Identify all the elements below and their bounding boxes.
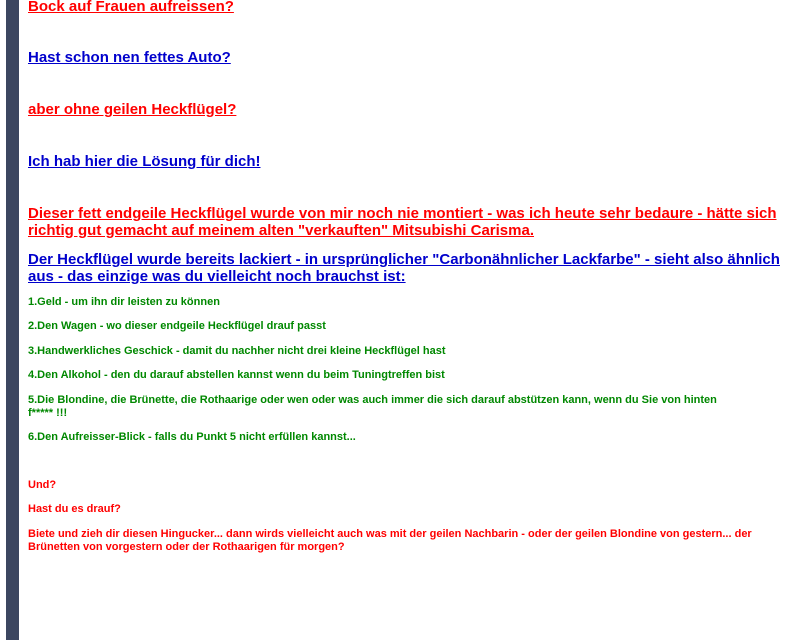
- paragraph-lackiert: Der Heckflügel wurde bereits lackiert - in ursprünglicher "Carbonähnlicher Lackfarbe" - sieht also ähnlich aus - das einzige was du vielleicht noch brauchst ist:: [28, 251, 780, 285]
- list-item: 4.Den Alkohol - den du darauf abstellen kannst wenn du beim Tuningtreffen bist: [28, 369, 445, 381]
- paragraph-montiert: Dieser fett endgeile Heckflügel wurde von mir noch nie montiert - was ich heute sehr bedaure - hätte sich richtig gut gemacht auf meinem alten "verkauften" Mitsubishi Carisma.: [28, 205, 777, 239]
- closing-drauf: Hast du es drauf?: [28, 503, 121, 515]
- headline-bock: Bock auf Frauen aufreissen?: [28, 0, 234, 15]
- headline-loesung: Ich hab hier die Lösung für dich!: [28, 153, 261, 170]
- closing-offer: Biete und zieh dir diesen Hingucker... dann wirds vielleicht auch was mit der geilen Nachbarin - oder der geilen Blondine von gestern... der Brünetten von vorgestern oder der Rothaarigen für morgen?: [28, 528, 752, 553]
- closing-und: Und?: [28, 479, 57, 491]
- headline-auto: Hast schon nen fettes Auto?: [28, 49, 231, 66]
- list-item: 1.Geld - um ihn dir leisten zu können: [28, 296, 220, 308]
- list-item: 3.Handwerkliches Geschick - damit du nachher nicht drei kleine Heckflügel hast: [28, 345, 446, 357]
- list-item: 5.Die Blondine, die Brünette, die Rothaarige oder wen oder was auch immer die sich darauf abstützen kann, wenn du Sie von hinten f***** !!!: [28, 394, 717, 419]
- left-sidebar-bar: [6, 0, 19, 640]
- list-item: 2.Den Wagen - wo dieser endgeile Heckflügel drauf passt: [28, 320, 326, 332]
- list-item: 6.Den Aufreisser-Blick - falls du Punkt 5 nicht erfüllen kannst...: [28, 431, 356, 443]
- headline-heckfluegel: aber ohne geilen Heckflügel?: [28, 101, 237, 118]
